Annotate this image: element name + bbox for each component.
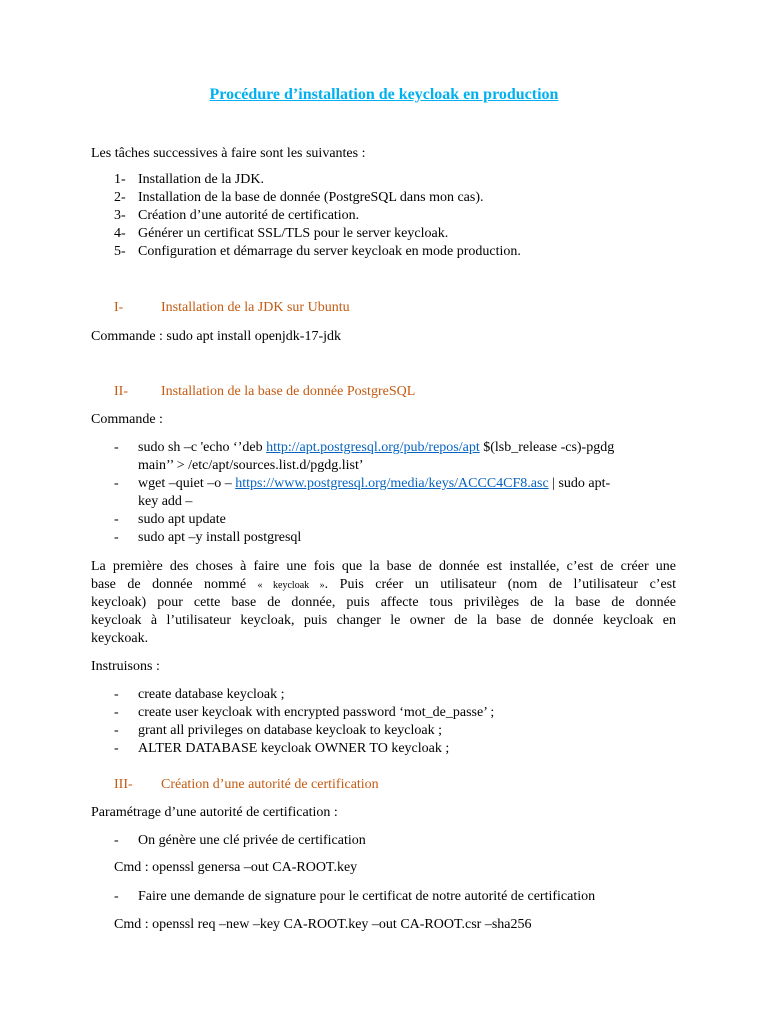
section-heading-jdk — [114, 300, 350, 316]
bullet-dash: - — [114, 512, 119, 527]
param-label: Paramétrage d’une autorité de certification : — [91, 805, 338, 820]
command-text: main’’ > /etc/apt/sources.list.d/pgdg.list’ — [138, 458, 364, 473]
step-number: 4- — [114, 226, 126, 241]
command-text: sudo apt –y install postgresql — [138, 530, 302, 545]
bullet-dash: - — [114, 530, 119, 545]
section-number: III- — [114, 777, 133, 792]
section-heading-certification — [114, 777, 379, 793]
paragraph-line: keycloak à l’utilisateur keycloak, puis changer le owner de la base de donnée keycloak en — [91, 613, 676, 628]
procedure-step-text: Faire une demande de signature pour le certificat de notre autorité de certification — [138, 889, 596, 904]
bullet-dash: - — [114, 705, 119, 720]
step-number: 1- — [114, 172, 126, 187]
instruction-text: ALTER DATABASE keycloak OWNER TO keycloak ; — [138, 741, 450, 756]
command-text: sudo apt update — [138, 512, 226, 527]
instructions-label: Instruisons : — [91, 659, 160, 674]
section-title: Installation de la JDK sur Ubuntu — [161, 300, 350, 315]
bullet-dash: - — [114, 723, 119, 738]
command-text: $(lsb_release -cs)-pgdg — [479, 440, 615, 455]
step-text: Installation de la JDK. — [138, 172, 264, 187]
document-title: Procédure d’installation de keycloak en production — [209, 86, 559, 103]
section-title: Installation de la base de donnée PostgreSQL — [161, 384, 416, 399]
step-item — [114, 207, 359, 225]
step-number: 3- — [114, 208, 126, 223]
procedure-step-text: On génère une clé privée de certification — [138, 833, 366, 848]
step-text: Installation de la base de donnée (PostgreSQL dans mon cas). — [138, 190, 484, 205]
paragraph-line — [91, 576, 676, 595]
command-text: wget –quiet –o – — [138, 476, 236, 491]
command-label: Commande : — [91, 412, 163, 427]
paragraph-text: base de donnée nommé — [91, 577, 258, 592]
bullet-dash: - — [114, 889, 119, 904]
openssl-command: Cmd : openssl req –new –key CA-ROOT.key –out CA-ROOT.csr –sha256 — [114, 917, 532, 932]
step-item — [114, 171, 264, 189]
command-text: key add – — [138, 494, 193, 509]
step-item — [114, 189, 484, 207]
bullet-dash: - — [114, 833, 119, 848]
gpg-key-link[interactable]: https://www.postgresql.org/media/keys/ACCC4CF8.asc — [235, 476, 549, 491]
instruction-text: create database keycloak ; — [138, 687, 285, 702]
paragraph-line: keyckoak. — [91, 631, 149, 646]
section-title: Création d’une autorité de certification — [161, 777, 379, 792]
instruction-text: create user keycloak with encrypted password ‘mot_de_passe’ ; — [138, 705, 495, 720]
command-text: sudo sh –c 'echo ‘’deb — [138, 440, 267, 455]
bullet-dash: - — [114, 440, 119, 455]
step-number: 5- — [114, 244, 126, 259]
bullet-dash: - — [114, 687, 119, 702]
step-item — [114, 243, 521, 261]
section-number: I- — [114, 300, 124, 315]
bullet-dash: - — [114, 741, 119, 756]
section-number: II- — [114, 384, 128, 399]
paragraph-small-text: « keycloak » — [257, 580, 325, 591]
jdk-command: Commande : sudo apt install openjdk-17-jdk — [91, 329, 342, 344]
command-text: | sudo apt- — [548, 476, 611, 491]
step-text: Création d’une autorité de certification. — [138, 208, 360, 223]
bullet-dash: - — [114, 476, 119, 491]
step-text: Configuration et démarrage du server keycloak en mode production. — [138, 244, 521, 259]
paragraph-line: keycloak) pour cette base de donnée, puis affecte tous privilèges de la base de donnée — [91, 595, 676, 610]
step-number: 2- — [114, 190, 126, 205]
instruction-text: grant all privileges on database keycloak to keycloak ; — [138, 723, 443, 738]
intro-text: Les tâches successives à faire sont les suivantes : — [91, 146, 366, 161]
apt-repo-link[interactable]: http://apt.postgresql.org/pub/repos/apt — [266, 440, 480, 455]
paragraph-text: . Puis créer un utilisateur (nom de l’utilisateur c’est — [324, 577, 677, 592]
openssl-command: Cmd : openssl genersa –out CA-ROOT.key — [114, 860, 358, 875]
paragraph-line: La première des choses à faire une fois que la base de donnée est installée, c’est de créer une — [91, 559, 676, 574]
step-text: Générer un certificat SSL/TLS pour le server keycloak. — [138, 226, 449, 241]
section-heading-postgresql — [114, 384, 415, 400]
step-item — [114, 225, 448, 243]
